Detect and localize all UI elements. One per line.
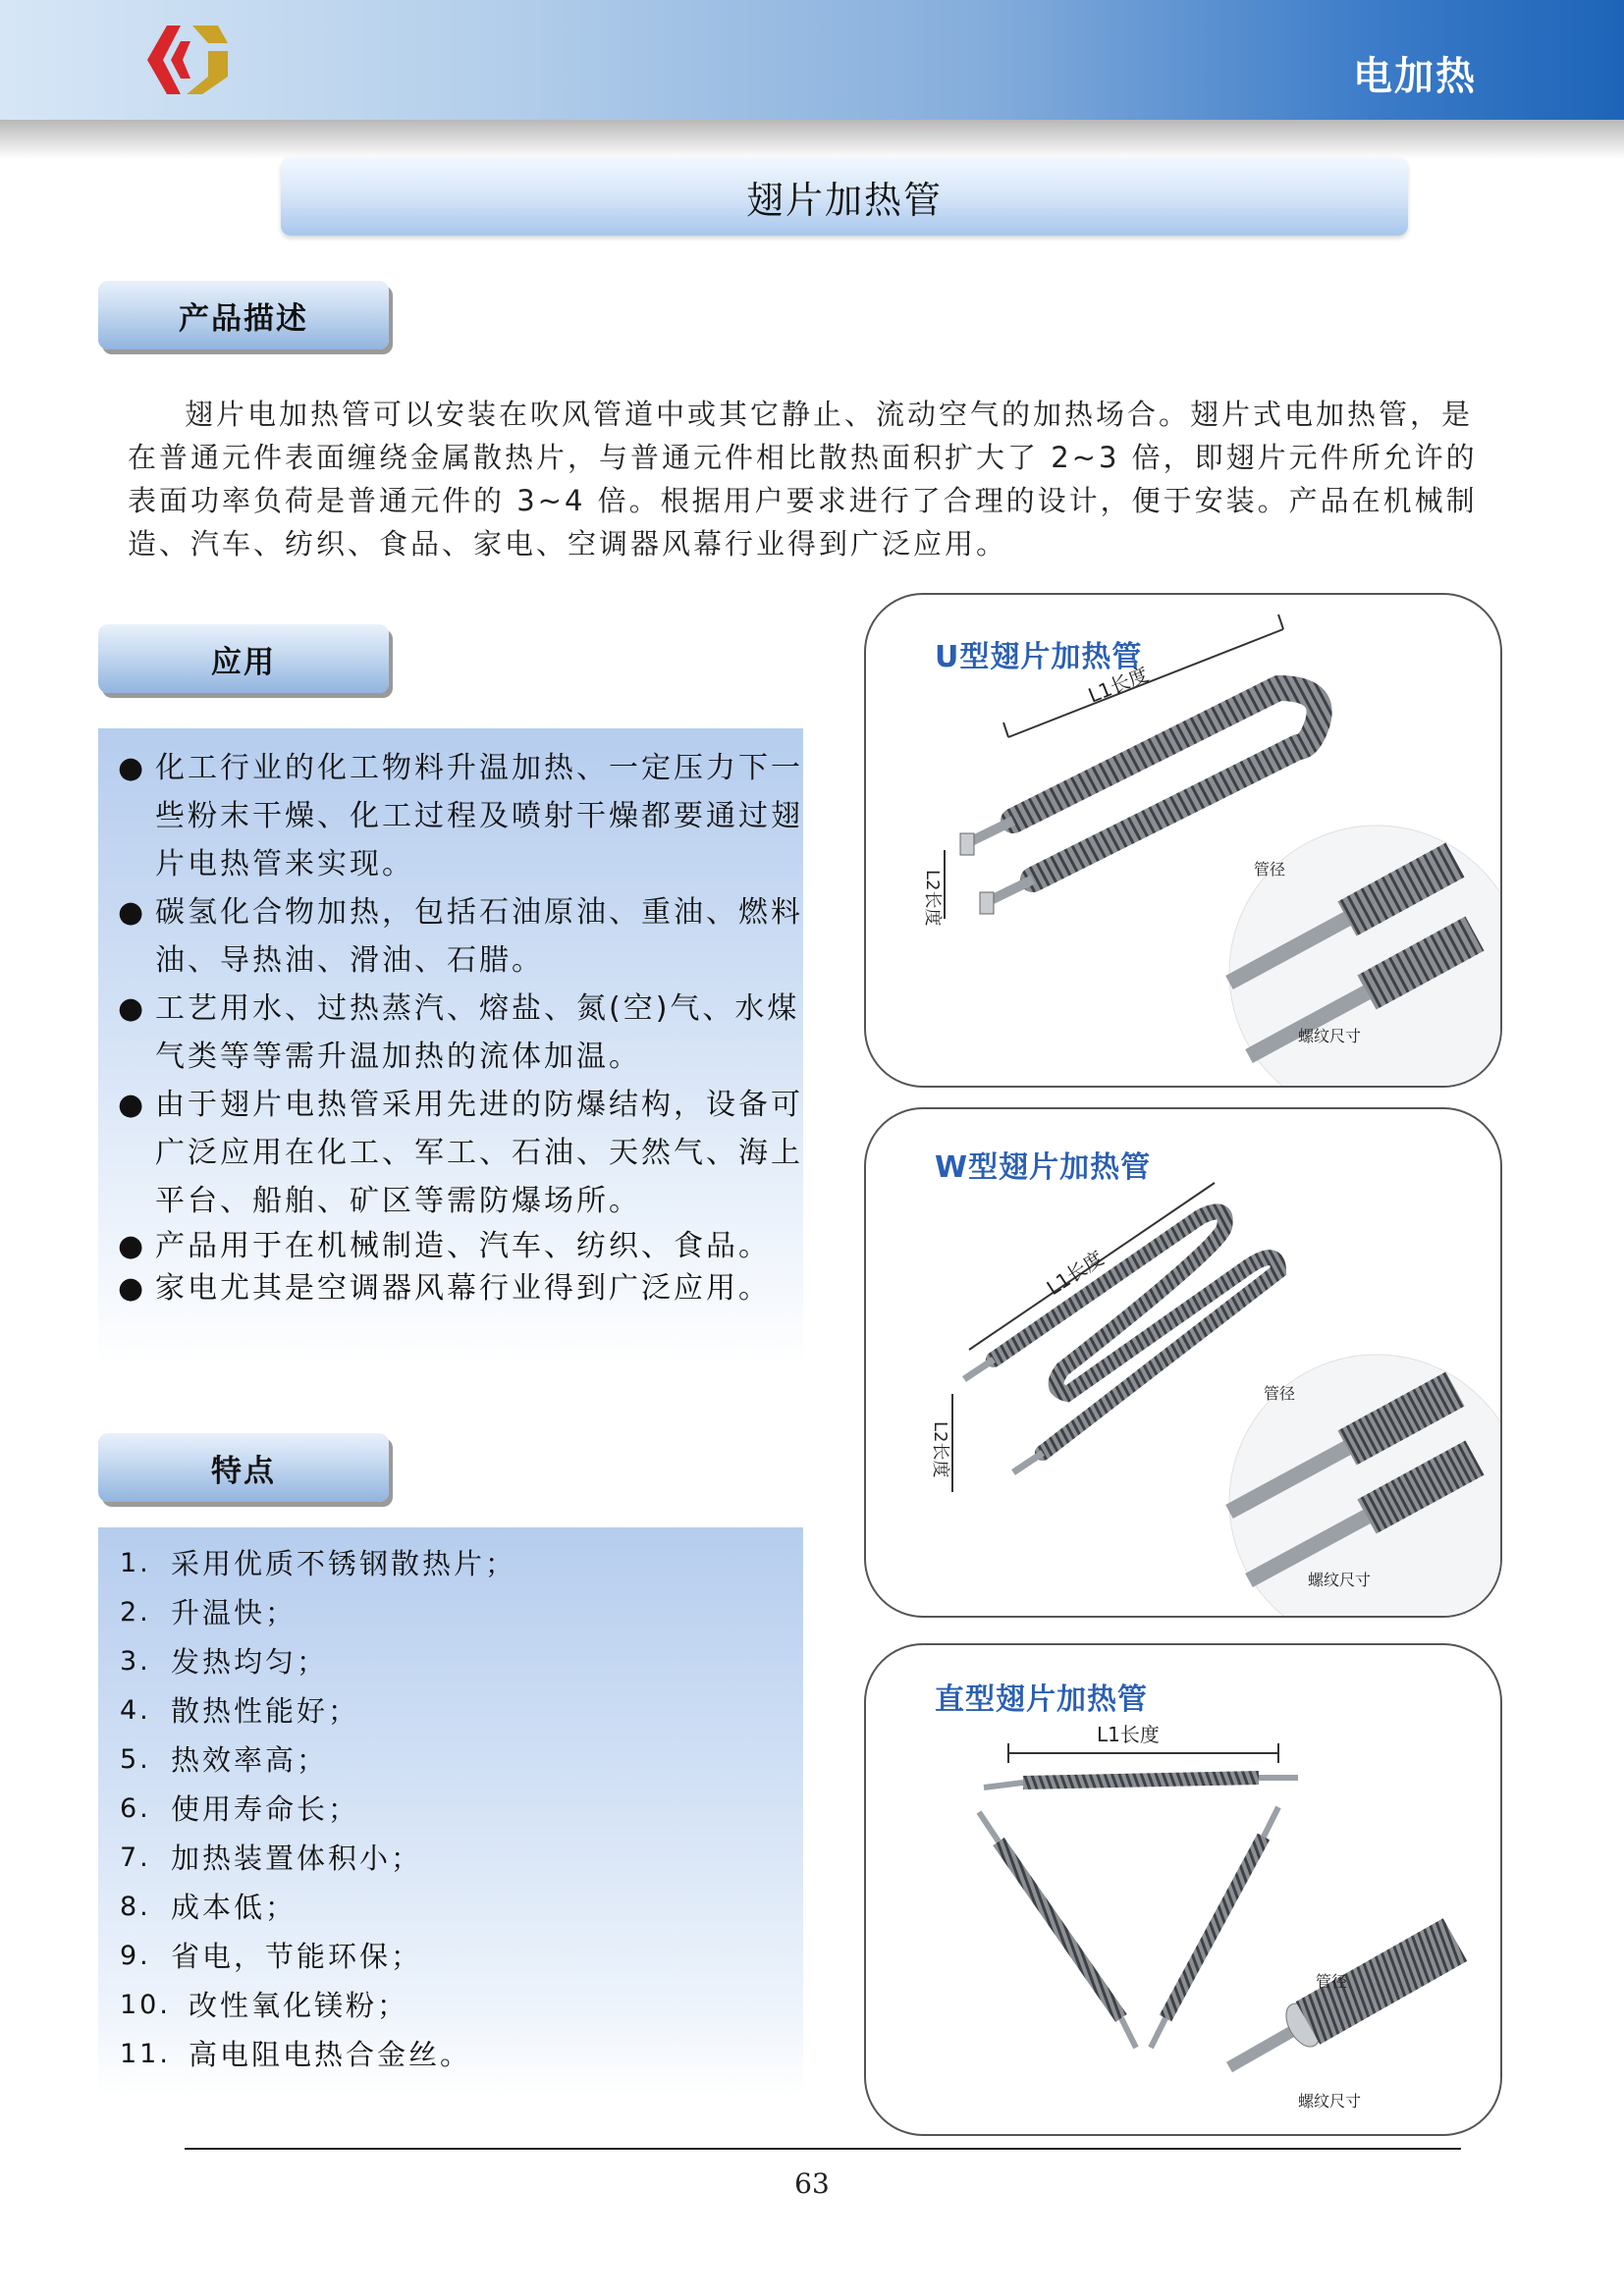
pipe-diameter-label: 管径: [1316, 1972, 1348, 1991]
product-card-straight-type: [864, 1643, 1502, 2136]
bullet-icon: ●: [118, 751, 147, 785]
feature-item: 11. 高电阻电热合金丝。: [120, 2038, 472, 2071]
description-paragraph: 翅片电加热管可以安装在吹风管道中或其它静止、流动空气的加热场合。翅片式电加热管，是在普通元件表面缠绕金属散热片，与普通元件相比散热面积扩大了 2~3 倍，即翅片元件所允许的表面功率负荷是普通元件的 3~4 倍。根据用户要求进行了合理的设计，便于安装。产品在机械制造、汽车、纺织、食品、家电、空调器风幕行业得到广泛应用。: [128, 398, 1478, 561]
feature-item: 9. 省电，节能环保；: [120, 1940, 423, 1973]
thread-size-label: 螺纹尺寸: [1298, 1027, 1362, 1045]
footer-divider: [185, 2148, 1461, 2150]
feature-item: 2. 升温快；: [120, 1596, 298, 1629]
feature-item: 1. 采用优质不锈钢散热片；: [120, 1547, 517, 1580]
feature-item: 6. 使用寿命长；: [120, 1792, 360, 1826]
application-item: ● 碳氢化合物加热，包括石油原油、重油、燃料油、导热油、滑油、石腊。: [118, 888, 803, 985]
page-header: [0, 0, 1624, 120]
bullet-icon: ●: [118, 895, 147, 930]
l1-length-label: L1长度: [1084, 662, 1153, 708]
section-tab-description: 产品描述: [98, 281, 389, 349]
feature-item: 10. 改性氧化镁粉；: [120, 1989, 409, 2022]
l2-length-label: L2长度: [930, 1421, 950, 1478]
section-tab-features: 特点: [98, 1433, 389, 1502]
feature-item: 3. 发热均匀；: [120, 1645, 329, 1679]
features-list: [98, 1527, 803, 2079]
product-card-u-type: [864, 593, 1502, 1088]
pipe-diameter-label: 管径: [1254, 860, 1286, 879]
application-item: ● 家电尤其是空调器风幕行业得到广泛应用。: [118, 1267, 803, 1309]
bullet-icon: ●: [118, 1088, 147, 1122]
w-type-heater-illustration: [866, 1109, 1500, 1616]
thread-size-label: 螺纹尺寸: [1308, 1571, 1372, 1589]
header-section-title: 电加热: [1353, 54, 1477, 99]
product-title: 直型翅片加热管: [935, 1682, 1148, 1717]
title-banner: [281, 157, 1408, 236]
pipe-diameter-label: 管径: [1264, 1384, 1296, 1403]
application-item: ● 产品用于在机械制造、汽车、纺织、食品。: [118, 1225, 803, 1267]
feature-item: 7. 加热装置体积小；: [120, 1842, 423, 1875]
l1-length-label: L1长度: [1097, 1723, 1160, 1746]
application-panel: [98, 728, 803, 1366]
bullet-icon: ●: [118, 1271, 147, 1306]
page-number: 63: [794, 2167, 830, 2200]
product-card-w-type: [864, 1107, 1502, 1618]
company-logo: [137, 22, 232, 98]
l2-length-label: L2长度: [922, 870, 943, 927]
description-text-block: [128, 393, 1483, 565]
u-type-heater-illustration: [866, 595, 1500, 1086]
feature-item: 5. 热效率高；: [120, 1743, 329, 1777]
straight-type-heater-illustration: [866, 1645, 1500, 2134]
features-panel: [98, 1527, 803, 2097]
l1-length-label: L1长度: [1042, 1246, 1109, 1301]
application-item: ● 由于翅片电热管采用先进的防爆结构，设备可广泛应用在化工、军工、石油、天然气、海上平台、船舶、矿区等需防爆场所。: [118, 1081, 803, 1225]
feature-item: 8. 成本低；: [120, 1891, 298, 1924]
product-title: W型翅片加热管: [935, 1150, 1152, 1185]
application-item: ● 化工行业的化工物料升温加热、一定压力下一些粉末干燥、化工过程及喷射干燥都要通过翅片电热管来实现。: [118, 744, 803, 888]
bullet-icon: ●: [118, 991, 147, 1026]
bullet-icon: ●: [118, 1229, 147, 1263]
application-item: ● 工艺用水、过热蒸汽、熔盐、氮(空)气、水煤气类等等需升温加热的流体加温。: [118, 985, 803, 1081]
product-title: U型翅片加热管: [935, 640, 1143, 674]
feature-item: 4. 散热性能好；: [120, 1694, 360, 1728]
thread-size-label: 螺纹尺寸: [1298, 2092, 1362, 2110]
section-tab-application: 应用: [98, 624, 389, 693]
page-title: 翅片加热管: [745, 178, 943, 222]
header-shadow: [0, 120, 1624, 159]
application-list: [98, 728, 803, 1309]
